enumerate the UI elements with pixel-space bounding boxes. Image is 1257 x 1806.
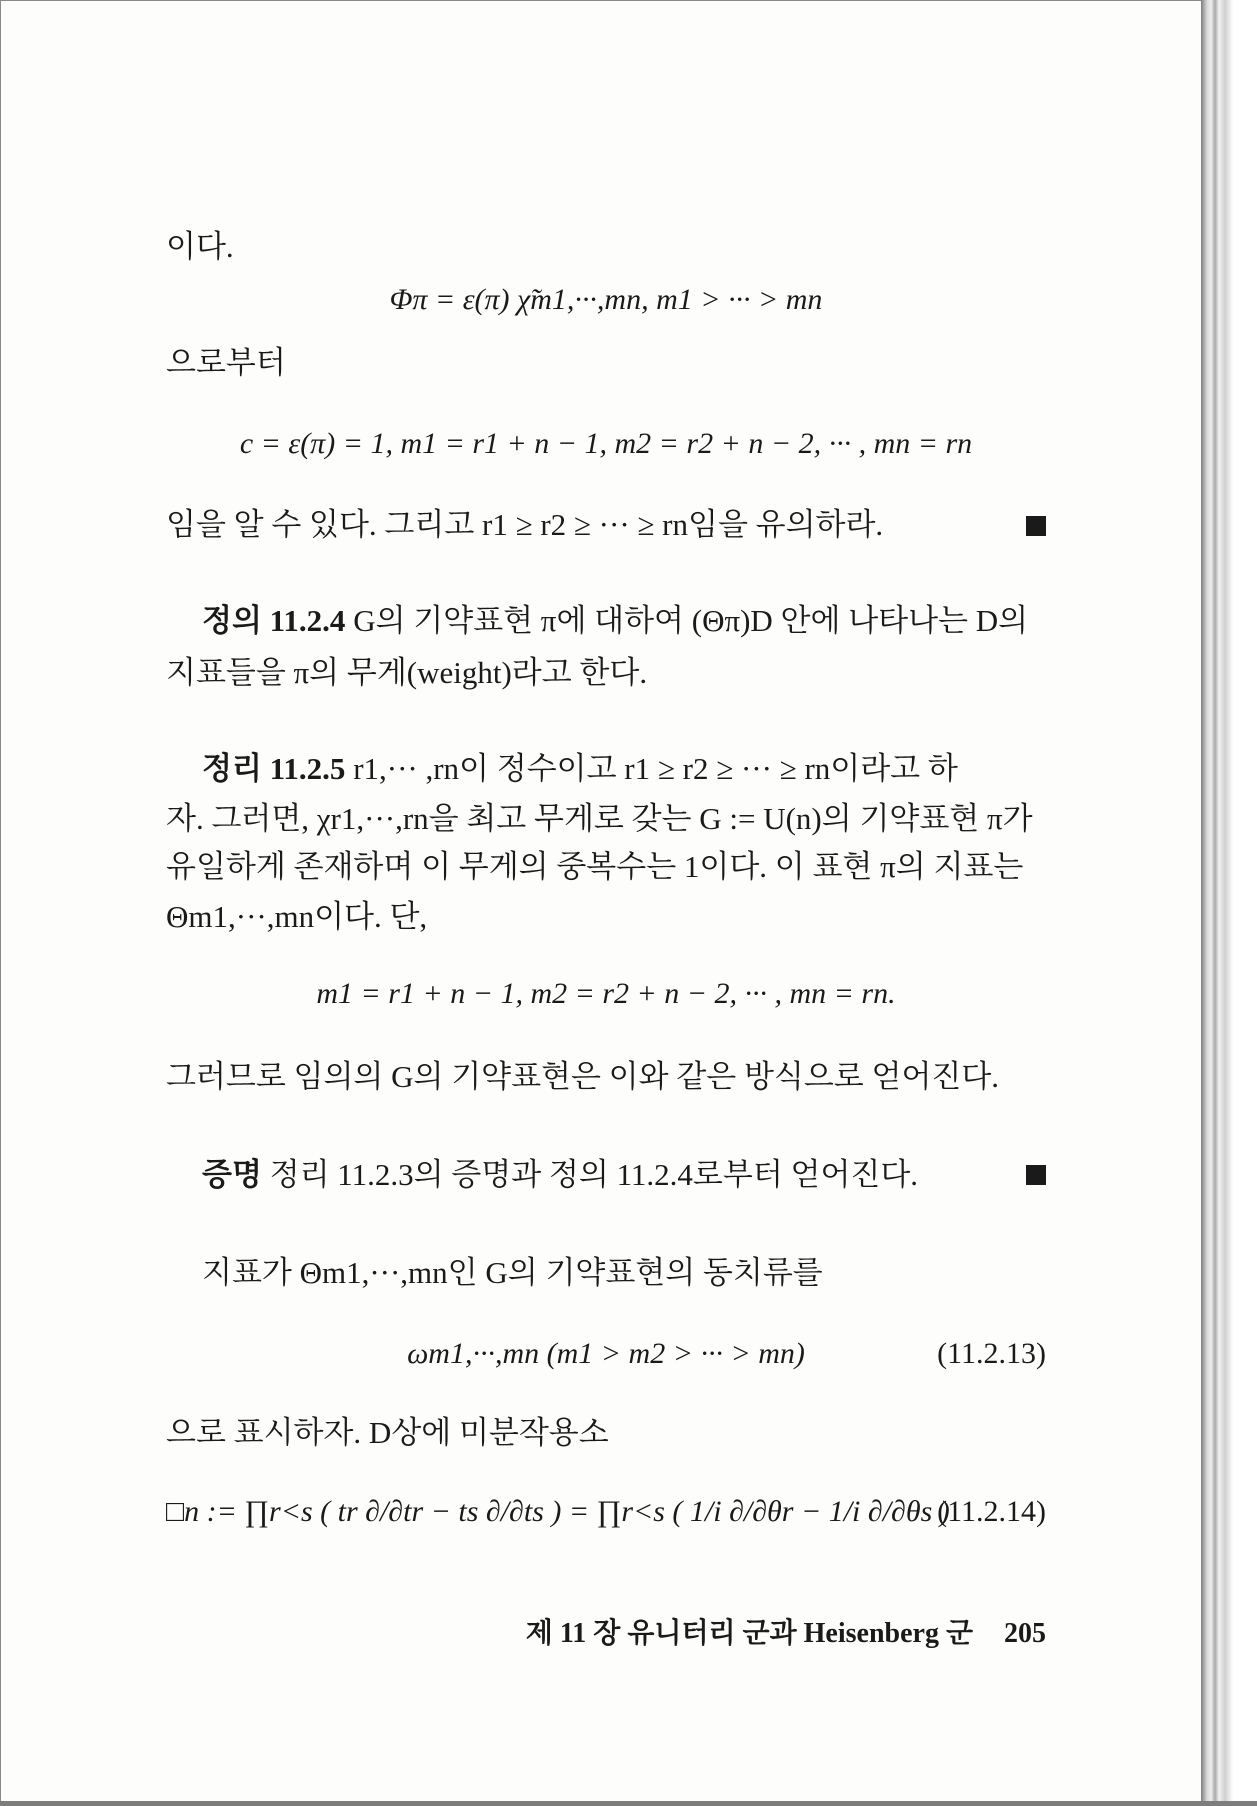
definition-label: 정의 11.2.4 bbox=[202, 603, 346, 638]
theorem-line: 유일하게 존재하며 이 무게의 중복수는 1이다. 이 표현 π의 지표는 bbox=[166, 849, 1024, 884]
qed-square bbox=[1026, 516, 1046, 536]
text-line: 임을 알 수 있다. 그리고 r1 ≥ r2 ≥ ··· ≥ rn임을 유의하라. bbox=[166, 507, 884, 542]
text-line: 그러므로 임의의 G의 기약표현은 이와 같은 방식으로 얻어진다. bbox=[166, 1059, 1000, 1094]
definition-line bbox=[202, 597, 1028, 645]
equation-number: (11.2.13) bbox=[937, 1337, 1046, 1370]
chapter-title: 제 11 장 유니터리 군과 Heisenberg 군 bbox=[525, 1618, 973, 1649]
text-line: 이다. bbox=[166, 229, 234, 264]
equation-omega: ωm1,···,mn (m1 > m2 > ··· > mn) bbox=[407, 1337, 805, 1370]
page-edge-shadow bbox=[1201, 0, 1257, 1806]
qed-square bbox=[1026, 1165, 1046, 1185]
equation-number: (11.2.14) bbox=[937, 1495, 1046, 1528]
definition-line: 지표들을 π의 무게(weight)라고 한다. bbox=[166, 655, 648, 690]
definition-text: G의 기약표현 π에 대하여 (Θπ)D 안에 나타나는 D의 bbox=[353, 603, 1029, 638]
page-number: 205 bbox=[1004, 1618, 1046, 1649]
text-line: 으로부터 bbox=[166, 345, 286, 380]
theorem-line bbox=[202, 745, 958, 793]
theorem-line: Θm1,···,mn이다. 단, bbox=[166, 899, 428, 934]
theorem-text: r1,··· ,rn이 정수이고 r1 ≥ r2 ≥ ··· ≥ rn이라고 하 bbox=[353, 751, 958, 786]
page-edge-bottom bbox=[0, 1801, 1257, 1806]
proof-line bbox=[202, 1151, 918, 1199]
equation-m: m1 = r1 + n − 1, m2 = r2 + n − 2, ··· , mn = rn. bbox=[316, 977, 896, 1010]
equation-phi: Φπ = ε(π) χ̃m1,···,mn, m1 > ··· > mn bbox=[389, 283, 823, 316]
text-line: 으로 표시하자. D상에 미분작용소 bbox=[166, 1415, 609, 1450]
theorem-label: 정리 11.2.5 bbox=[202, 751, 346, 786]
theorem-line: 자. 그러면, χr1,···,rn을 최고 무게로 갖는 G := U(n)의 기약표현 π가 bbox=[166, 801, 1033, 836]
equation-box-operator: □n := ∏r<s ( tr ∂/∂tr − ts ∂/∂ts ) = ∏r<s ( 1/i ∂/∂θr − 1/i ∂/∂θs ) bbox=[166, 1495, 950, 1528]
proof-label: 증명 bbox=[202, 1157, 262, 1192]
equation-c: c = ε(π) = 1, m1 = r1 + n − 1, m2 = r2 + n − 2, ··· , mn = rn bbox=[239, 427, 973, 460]
proof-text: 정리 11.2.3의 증명과 정의 11.2.4로부터 얻어진다. bbox=[269, 1157, 919, 1192]
page-footer bbox=[526, 1611, 1046, 1651]
text-line: 지표가 Θm1,···,mn인 G의 기약표현의 동치류를 bbox=[202, 1255, 823, 1290]
